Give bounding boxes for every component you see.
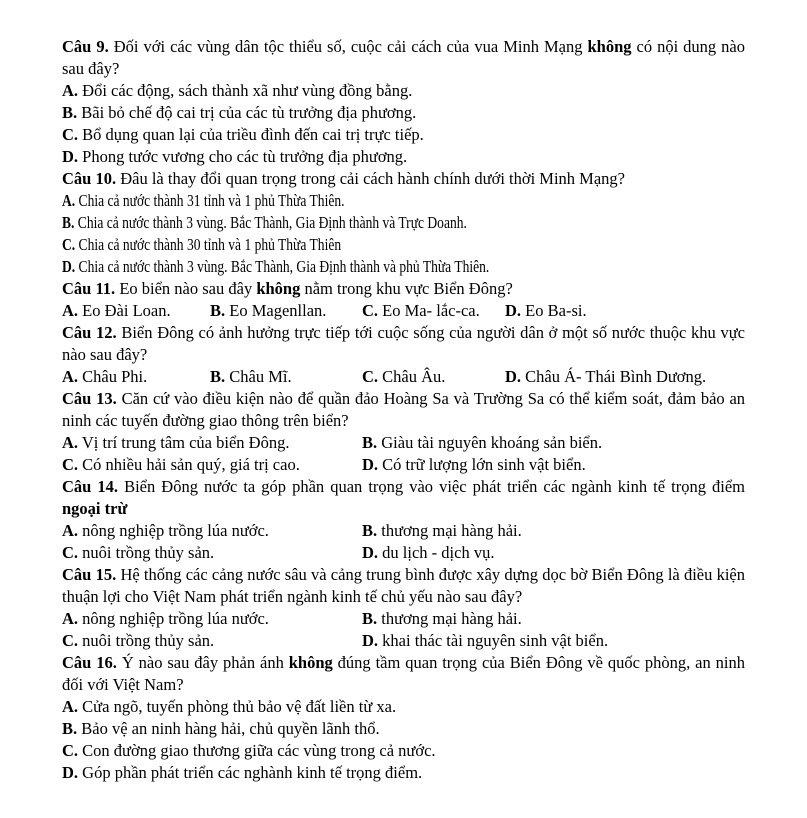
option-text: Giàu tài nguyên khoáng sản biển.: [381, 433, 603, 452]
answer-option: [362, 454, 586, 476]
option-text: Châu Phi.: [82, 367, 148, 386]
option-letter: D.: [505, 301, 522, 320]
answer-option-line: [62, 190, 745, 212]
answer-option: [62, 432, 362, 454]
question-block: [62, 564, 745, 652]
option-letter: C.: [62, 543, 79, 562]
option-letter: A.: [62, 521, 79, 540]
question-stem-text: [120, 169, 625, 188]
option-text: khai thác tài nguyên sinh vật biển.: [382, 631, 609, 650]
option-letter: D.: [62, 257, 76, 276]
stem-segment: Biển Đông nước ta góp phần quan trọng vào việc phát triển các ngành kinh tế trọng điểm: [124, 477, 746, 496]
option-text: Chia cả nước thành 30 tỉnh và 1 phủ Thừa Thiên: [78, 235, 342, 254]
option-letter: B.: [62, 719, 78, 738]
option-letter: C.: [362, 301, 379, 320]
answer-option: [62, 719, 380, 738]
stem-segment: Đâu là thay đổi quan trọng trong cải cách hành chính dưới thời Minh Mạng?: [120, 169, 625, 188]
option-text: nuôi trồng thủy sản.: [82, 543, 215, 562]
answer-option: [362, 520, 522, 542]
question-stem: [62, 322, 745, 366]
stem-bold-segment: không: [288, 653, 333, 672]
answer-option: [62, 191, 406, 210]
answer-option-text-wrap: [62, 256, 489, 278]
answer-option-row: [62, 454, 745, 476]
question-stem: [62, 652, 745, 696]
answer-option: [62, 697, 396, 716]
option-letter: C.: [62, 125, 79, 144]
question-stem-text: [62, 389, 745, 430]
question-number: Câu 15.: [62, 565, 117, 584]
answer-option-line: [62, 718, 745, 740]
stem-segment: nằm trong khu vực Biển Đông?: [300, 279, 513, 298]
answer-option: [62, 213, 556, 232]
answer-option: [62, 542, 362, 564]
question-stem-text: [62, 565, 745, 606]
answer-option-text-wrap: [62, 234, 341, 256]
option-text: Con đường giao thương giữa các vùng trong cả nước.: [82, 741, 436, 760]
answer-option: [62, 103, 416, 122]
answer-option-row: [62, 520, 745, 542]
option-text: Bổ dụng quan lại của triều đình đến cai trị trực tiếp.: [82, 125, 424, 144]
question-stem-text: [62, 323, 745, 364]
option-letter: C.: [62, 235, 76, 254]
answer-option: [62, 520, 362, 542]
stem-segment: đúng tầm quan trọng của Biển Đông về quốc phòng, an ninh đối với Việt Nam?: [62, 653, 745, 694]
option-text: Chia cả nước thành 3 vùng. Bắc Thành, Gia Định thành và phủ Thừa Thiên.: [78, 257, 490, 276]
option-text: thương mại hàng hải.: [381, 521, 522, 540]
question-block: [62, 652, 745, 784]
answer-option-line: [62, 124, 745, 146]
option-letter: A.: [62, 697, 79, 716]
question-stem: [62, 278, 745, 300]
stem-segment: có nội dung nào sau đây?: [62, 37, 746, 78]
answer-option: [62, 608, 362, 630]
stem-bold-segment: ngoại trừ: [62, 499, 128, 518]
answer-option: [62, 763, 422, 782]
answer-option-row: [62, 300, 745, 322]
option-letter: B.: [362, 609, 378, 628]
option-letter: A.: [62, 191, 76, 210]
answer-option-row: [62, 432, 745, 454]
option-letter: D.: [505, 367, 522, 386]
answer-option-text-wrap: [62, 190, 344, 212]
stem-segment: Đối với các vùng dân tộc thiểu số, cuộc cải cách của vua Minh Mạng: [113, 37, 588, 56]
question-number: Câu 10.: [62, 169, 117, 188]
question-stem: [62, 36, 745, 80]
option-text: Phong tước vương cho các tù trưởng địa phương.: [82, 147, 408, 166]
option-text: Châu Âu.: [382, 367, 446, 386]
question-stem: [62, 476, 745, 520]
option-text: nông nghiệp trồng lúa nước.: [82, 609, 269, 628]
answer-option: [62, 741, 436, 760]
option-letter: B.: [210, 301, 226, 320]
option-text: Bãi bỏ chế độ cai trị của các tù trưởng địa phương.: [81, 103, 417, 122]
answer-option: [362, 300, 505, 322]
option-letter: C.: [362, 367, 379, 386]
option-letter: C.: [62, 741, 79, 760]
stem-bold-segment: không: [256, 279, 301, 298]
option-letter: B.: [62, 103, 78, 122]
answer-option-row: [62, 366, 745, 388]
answer-option: [62, 125, 424, 144]
option-text: nông nghiệp trồng lúa nước.: [82, 521, 269, 540]
question-stem: [62, 168, 745, 190]
question-stem-text: [119, 279, 512, 298]
stem-segment: Biển Đông có ảnh hưởng trực tiếp tới cuộc sống của người dân ở một số nước thuộc khu vực nào sau đây?: [62, 323, 745, 364]
option-text: Có trữ lượng lớn sinh vật biển.: [382, 455, 586, 474]
option-text: du lịch - dịch vụ.: [382, 543, 495, 562]
option-text: Đổi các động, sách thành xã như vùng đồng bằng.: [82, 81, 413, 100]
answer-option: [62, 366, 210, 388]
answer-option-line: [62, 146, 745, 168]
answer-option: [505, 366, 706, 388]
option-letter: A.: [62, 609, 79, 628]
option-letter: A.: [62, 301, 79, 320]
answer-option: [62, 81, 412, 100]
question-number: Câu 11.: [62, 279, 116, 298]
option-letter: A.: [62, 433, 79, 452]
answer-option-line: [62, 234, 745, 256]
answer-option: [362, 542, 494, 564]
answer-option: [62, 630, 362, 652]
answer-option-row: [62, 608, 745, 630]
question-number: Câu 14.: [62, 477, 119, 496]
option-text: Eo Magenllan.: [229, 301, 327, 320]
option-text: Bảo vệ an ninh hàng hải, chủ quyền lãnh thổ.: [81, 719, 380, 738]
option-text: Vị trí trung tâm của biển Đông.: [81, 433, 290, 452]
option-text: Cửa ngõ, tuyến phòng thủ bảo vệ đất liền từ xa.: [82, 697, 397, 716]
question-number: Câu 12.: [62, 323, 117, 342]
answer-option-line: [62, 740, 745, 762]
option-letter: B.: [362, 521, 378, 540]
answer-option: [210, 300, 362, 322]
answer-option: [62, 147, 407, 166]
option-letter: D.: [362, 455, 379, 474]
option-letter: A.: [62, 367, 79, 386]
question-stem-text: [62, 477, 745, 518]
question-block: [62, 476, 745, 564]
option-text: Châu Mĩ.: [229, 367, 292, 386]
answer-option-line: [62, 102, 745, 124]
stem-segment: Hệ thống các cảng nước sâu và cảng trung bình được xây dựng dọc bờ Biển Đông là điều kiện thuận lợi cho Việt Nam phát triển ngành kinh tế chủ yếu nào sau đây?: [62, 565, 746, 606]
answer-option-line: [62, 256, 745, 278]
option-text: thương mại hàng hải.: [381, 609, 522, 628]
question-list: [62, 36, 745, 784]
option-text: Eo Ma- lắc-ca.: [382, 301, 480, 320]
option-letter: B.: [62, 213, 75, 232]
option-text: Có nhiều hải sản quý, giá trị cao.: [82, 455, 300, 474]
option-letter: A.: [62, 81, 79, 100]
option-text: Châu Á- Thái Bình Dương.: [525, 367, 707, 386]
option-text: Eo Ba-si.: [525, 301, 587, 320]
question-number: Câu 9.: [62, 37, 109, 56]
stem-bold-segment: không: [587, 37, 632, 56]
option-letter: C.: [62, 455, 79, 474]
option-letter: B.: [210, 367, 226, 386]
question-stem-text: [62, 653, 745, 694]
option-letter: D.: [362, 631, 379, 650]
answer-option: [62, 235, 402, 254]
option-text: Góp phần phát triển các nghành kinh tế trọng điểm.: [82, 763, 423, 782]
question-number: Câu 16.: [62, 653, 117, 672]
answer-option-line: [62, 212, 745, 234]
question-stem: [62, 564, 745, 608]
answer-option-line: [62, 696, 745, 718]
answer-option-row: [62, 542, 745, 564]
answer-option: [362, 608, 522, 630]
question-block: [62, 168, 745, 278]
answer-option: [505, 300, 587, 322]
question-block: [62, 388, 745, 476]
answer-option: [62, 454, 362, 476]
answer-option-line: [62, 762, 745, 784]
option-letter: D.: [362, 543, 379, 562]
option-letter: C.: [62, 631, 79, 650]
option-letter: D.: [62, 147, 79, 166]
option-text: Eo Đài Loan.: [82, 301, 171, 320]
answer-option-text-wrap: [62, 212, 467, 234]
question-number: Câu 13.: [62, 389, 117, 408]
question-block: [62, 322, 745, 388]
answer-option: [362, 366, 505, 388]
question-block: [62, 36, 745, 168]
answer-option: [210, 366, 362, 388]
option-letter: D.: [62, 763, 79, 782]
answer-option-row: [62, 630, 745, 652]
option-text: Chia cả nước thành 31 tỉnh và 1 phủ Thừa Thiên.: [78, 191, 345, 210]
option-text: Chia cả nước thành 3 vùng. Bắc Thành, Gia Định thành và Trực Doanh.: [77, 213, 467, 232]
stem-segment: Ý nào sau đây phản ánh: [121, 653, 289, 672]
option-letter: B.: [362, 433, 378, 452]
question-stem: [62, 388, 745, 432]
answer-option: [362, 630, 608, 652]
answer-option: [62, 257, 583, 276]
stem-segment: Eo biển nào sau đây: [119, 279, 257, 298]
question-stem-text: [62, 37, 745, 78]
option-text: nuôi trồng thủy sản.: [82, 631, 215, 650]
stem-segment: Căn cứ vào điều kiện nào để quần đảo Hoàng Sa và Trường Sa có thể kiểm soát, đảm bảo an ninh các tuyến đường giao thông trên biển?: [62, 389, 746, 430]
answer-option-line: [62, 80, 745, 102]
answer-option: [362, 432, 602, 454]
answer-option: [62, 300, 210, 322]
question-block: [62, 278, 745, 322]
